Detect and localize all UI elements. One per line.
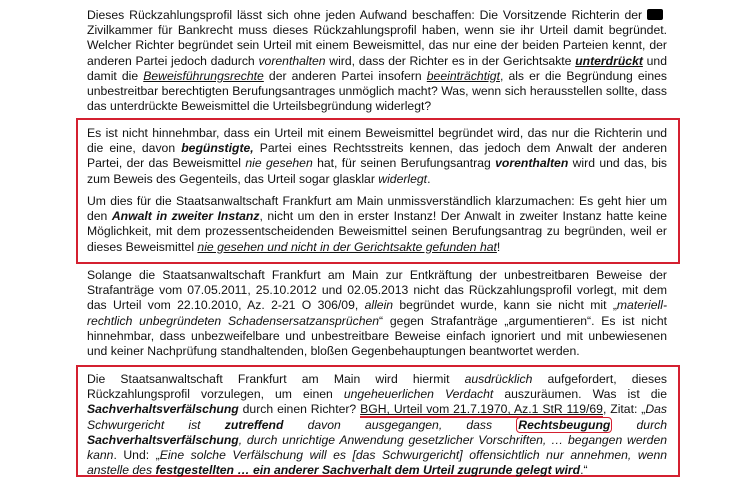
text-emphasis: beeinträchtigt (426, 68, 500, 83)
text-emphasis: Anwalt in zweiter Instanz (111, 209, 260, 224)
text: Partei eines Rechtsstreits kennen, das jedoch dem Anwalt der anderen Partei, der das Beweismittel (87, 141, 667, 171)
text: der anderen Partei insofern (263, 68, 427, 83)
text: Dieses Rückzahlungsprofil lässt sich ohne jeden Aufwand beschaffen: Die Vorsitzende Richterin der (87, 8, 643, 22)
text: . Und: „ (113, 448, 160, 463)
text: und damit die (87, 53, 667, 83)
text-emphasis: ausdrücklich (464, 372, 533, 386)
text-emphasis: zutreffend (224, 417, 284, 432)
text-emphasis: nie gesehen (245, 156, 313, 171)
text-emphasis: Beweisführungsrechte (143, 68, 264, 83)
text: Es ist nicht hinnehmbar, dass ein Urteil mit einem Beweismittel begründet wird, das nur die Richterin und die eine, davon (87, 126, 667, 156)
paragraph-1 (87, 8, 667, 114)
text: “ gegen Strafanträge „argumentieren“. Es ist nicht hinnehmbar, dass unbezweifelbare und unbestreitbare Beweise einfach ignoriert und mit unbewiesenen und keiner Nachprüfung standhaltenden, bloßen Gegenbehauptungen beantwortet werden. (87, 313, 667, 359)
text-emphasis: allein (364, 298, 394, 313)
text-emphasis-circled: Rechtsbeugung (518, 417, 611, 432)
text-emphasis: materiell-rechtlich unbegründeten Schadensersatzansprüchen (87, 298, 668, 328)
paragraph-5 (87, 372, 667, 478)
text: , Zitat: „ (602, 402, 646, 417)
quote-text: , durch unrichtige Anwendung gesetzlicher Vorschriften, … begangen werden kann (87, 432, 667, 463)
text-emphasis: vorenthalten (258, 53, 326, 68)
paragraph-2 (87, 126, 667, 187)
text: Solange die Staatsanwaltschaft Frankfurt am Main zur Entkräftung der unbestreitbaren Beweise der Strafanträge vom 07.05.2011, 25.10.2012 und 02.05.2013 nicht das Rückzahlungsprofil vorlegt, mit dem das Urteil vom 22.10.2010, Az. 2-21 O 306/09, (87, 268, 667, 313)
text-emphasis: Sachverhaltsverfälschung (87, 402, 239, 417)
text: . (427, 171, 431, 186)
text-emphasis: vorenthalten (495, 156, 569, 171)
quote-text: durch (612, 417, 668, 432)
redaction-block (647, 9, 663, 20)
text-emphasis: widerlegt (378, 171, 428, 186)
text-emphasis: Sachverhaltsverfälschung (87, 432, 239, 447)
text: ! (496, 239, 501, 254)
text: hat, für seinen Berufungsantrag (312, 156, 496, 171)
text: durch einen Richter? (238, 402, 361, 417)
text-emphasis: nie gesehen und nicht in der Gerichtsakte gefunden hat (197, 239, 497, 254)
paragraph-3 (87, 194, 667, 255)
paragraph-4 (87, 268, 667, 359)
text: aufgefordert, dieses Rückzahlungsprofil vorzulegen, um einen (87, 372, 667, 402)
text-emphasis: unterdrückt (575, 53, 643, 68)
text-emphasis: ungeheuerlichen Verdacht (343, 387, 494, 402)
quote-text: Eine solche Verfälschung will es [das Schwurgericht] offensichtlich nur annehmen, wenn anstelle des (87, 448, 667, 478)
text: Zivilkammer für Bankrecht muss dieses Rückzahlungsprofil haben, wenn sie ihr Urteil damit begründet. Welcher Richter begründet sein Urteil mit einem Beweismittel, das nur eine der beiden Parteien kennt, der anderen Partei jedoch dadurch (87, 23, 667, 68)
text: , nicht um den in erster Instanz! Der Anwalt in zweiter Instanz hatte keine Möglichkeit, mit dem prozessentscheidenden Beweismittel seinen Berufungsantrag zu begründen, weil er dieses Beweismittel (87, 209, 668, 254)
text: , als er die Begründung eines unbestreitbar berechtigten Berufungsantrages unmöglich macht? Was, wenn sich herausstellen sollte, dass das unterdrückte Beweismittel die Urteilsbegründung widerlegt? (87, 68, 667, 114)
text: Die Staatsanwaltschaft Frankfurt am Main wird hiermit (87, 372, 465, 386)
citation-bgh: BGH, Urteil vom 21.7.1970, Az.1 StR 119/69 (360, 402, 603, 417)
text: Um dies für die Staatsanwaltschaft Frankfurt am Main unmissverständlich klarzumachen: Es geht hier um den (87, 194, 667, 224)
text: wird, dass der Richter es in der Gerichtsakte (325, 53, 576, 68)
text: wird und das, bis zum Beweis des Gegenteils, das Urteil sogar glasklar (87, 156, 667, 186)
text: begründet wurde, kann sie nicht mit „ (393, 298, 617, 313)
text: auszuräumen. Was ist die (493, 387, 668, 402)
text-emphasis: begünstigte, (181, 141, 254, 156)
text-emphasis: festgestellten … ein anderer Sachverhalt dem Urteil zugrunde gelegt wird (155, 463, 581, 478)
quote-text: Das Schwurgericht ist (87, 402, 668, 432)
text: .“ (580, 463, 588, 478)
quote-text: davon ausgegangen, dass (283, 417, 517, 432)
